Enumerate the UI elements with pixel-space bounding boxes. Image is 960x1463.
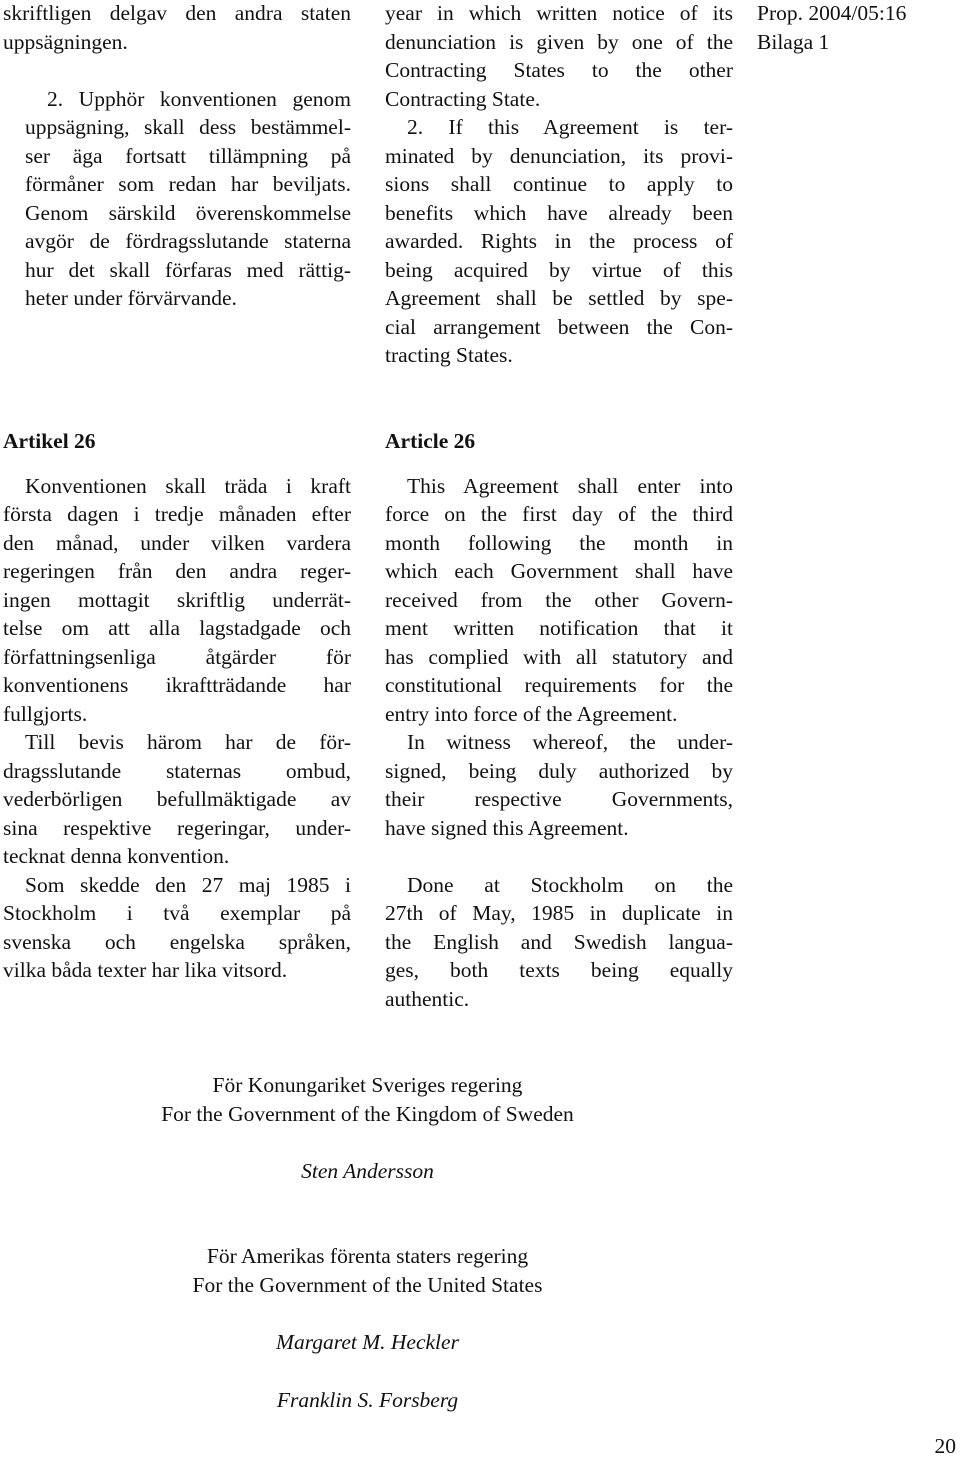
text-line: skriftligen delgav den andra staten [3,1,351,25]
swedish-top-paragraph-1 [3,0,351,56]
text-line: första dagen i tredje månaden efter [3,502,351,526]
swedish-column-top [3,0,351,313]
swedish-top-paragraph-2 [3,85,351,313]
text-line: tecknat denna konvention. [3,844,230,868]
swedish-article-paragraph-3 [3,871,351,985]
sweden-signature-block [0,1071,735,1186]
text-line: förmåner som redan har beviljats. [25,172,351,196]
english-top-paragraph [385,0,733,370]
text-line: constitutional requirements for the [385,673,733,697]
swedish-article-paragraph-1 [3,472,351,729]
text-line: Konventionen skall träda i kraft [25,473,351,498]
text-line: ingen mottagit skriftlig underrät- [3,587,351,612]
text-line: vederbörligen befullmäktigade av [3,787,351,811]
text-line: their respective Governments, [385,787,733,811]
text-line: year in which written notice of its [385,1,733,25]
text-line: författningsenliga åtgärder för [3,644,351,669]
us-signer-name-2: Franklin S. Forsberg [276,1387,459,1412]
text-line: uppsägning, skall dess bestämmel- [25,115,351,139]
text-line: regeringen från den andra reger- [3,559,351,583]
appendix-label: Bilaga 1 [757,29,830,54]
us-government-sv: För Amerikas förenta staters regering [206,1244,529,1268]
text-line: Stockholm i två exemplar på [3,901,351,925]
text-line: This Agreement shall enter into [407,473,733,498]
text-line: ment written notification that it [385,616,733,640]
text-line: authentic. [385,986,470,1011]
text-line: tracting States. [385,343,513,367]
text-line: which each Government shall have [385,559,733,583]
english-article-heading: Article 26 [385,429,476,453]
text-line: Agreement shall be settled by spe- [385,286,733,310]
english-article-paragraph-2 [385,728,733,842]
english-article-paragraph-1 [385,472,733,729]
text-line: dragsslutande staternas ombud, [3,758,351,783]
english-column-top [385,0,733,370]
text-line: Contracting States to the other [385,58,733,82]
sweden-government-sv: För Konungariket Sveriges regering [212,1073,523,1097]
us-signature-block [0,1242,735,1414]
swedish-article-paragraph-2 [3,728,351,871]
text-line: uppsägningen. [3,29,128,54]
text-line: has complied with all statutory and [385,644,733,669]
text-line: hur det skall förfaras med rättig- [25,257,351,282]
text-line: minated by denunciation, its provi- [385,143,733,168]
text-line: month following the month in [385,530,733,555]
text-line: avgör de fördragsslutande staterna [25,229,351,253]
sweden-government-en: For the Government of the Kingdom of Sweden [161,1101,574,1126]
text-line: cial arrangement between the Con- [385,314,733,339]
text-line: entry into force of the Agreement. [385,701,678,726]
text-line: sina respektive regeringar, under- [3,815,351,840]
text-line: ser äga fortsatt tillämpning på [25,143,351,168]
text-line: force on the first day of the third [385,502,733,526]
text-line: svenska och engelska språken, [3,929,351,954]
sweden-signer-name: Sten Andersson [301,1159,434,1183]
text-line: denunciation is given by one of the [385,29,733,54]
text-line: telse om att alla lagstadgade och [3,616,351,640]
text-line: signed, being duly authorized by [385,758,733,783]
text-line: In witness whereof, the under- [407,730,733,754]
swedish-article-heading: Artikel 26 [3,429,96,453]
text-line: the English and Swedish langua- [385,929,733,954]
text-line: Contracting State. [385,86,541,111]
text-line: 2. If this Agreement is ter- [407,115,733,139]
text-line: fullgjorts. [3,701,88,726]
document-reference [757,0,957,56]
english-article-paragraph-3 [385,871,733,1014]
swedish-article-26 [3,427,351,985]
text-line: 27th of May, 1985 in duplicate in [385,901,733,925]
text-line: Done at Stockholm on the [407,872,733,897]
text-line: 2. Upphör konventionen genom [47,86,351,111]
text-line: sions shall continue to apply to [385,172,733,196]
text-line: Genom särskild överenskommelse [25,200,351,225]
text-line: Till bevis härom har de för- [25,730,351,754]
text-line: konventionens ikraftträdande har [3,673,351,697]
text-line: heter under förvärvande. [25,286,237,310]
text-line: vilka båda texter har lika vitsord. [3,958,288,982]
text-line: benefits which have already been [385,200,733,225]
us-government-en: For the Government of the United States [192,1272,543,1297]
text-line: ges, both texts being equally [385,958,733,982]
text-line: received from the other Govern- [385,587,733,612]
text-line: being acquired by virtue of this [385,257,733,282]
page-number: 20 [934,1434,956,1458]
text-line: have signed this Agreement. [385,815,629,840]
english-article-26 [385,427,733,1013]
text-line: den månad, under vilken vardera [3,530,351,555]
text-line: Som skedde den 27 maj 1985 i [25,872,351,897]
prop-number: Prop. 2004/05:16 [757,1,907,25]
text-line: awarded. Rights in the process of [385,229,733,253]
us-signer-name-1: Margaret M. Heckler [276,1330,459,1354]
